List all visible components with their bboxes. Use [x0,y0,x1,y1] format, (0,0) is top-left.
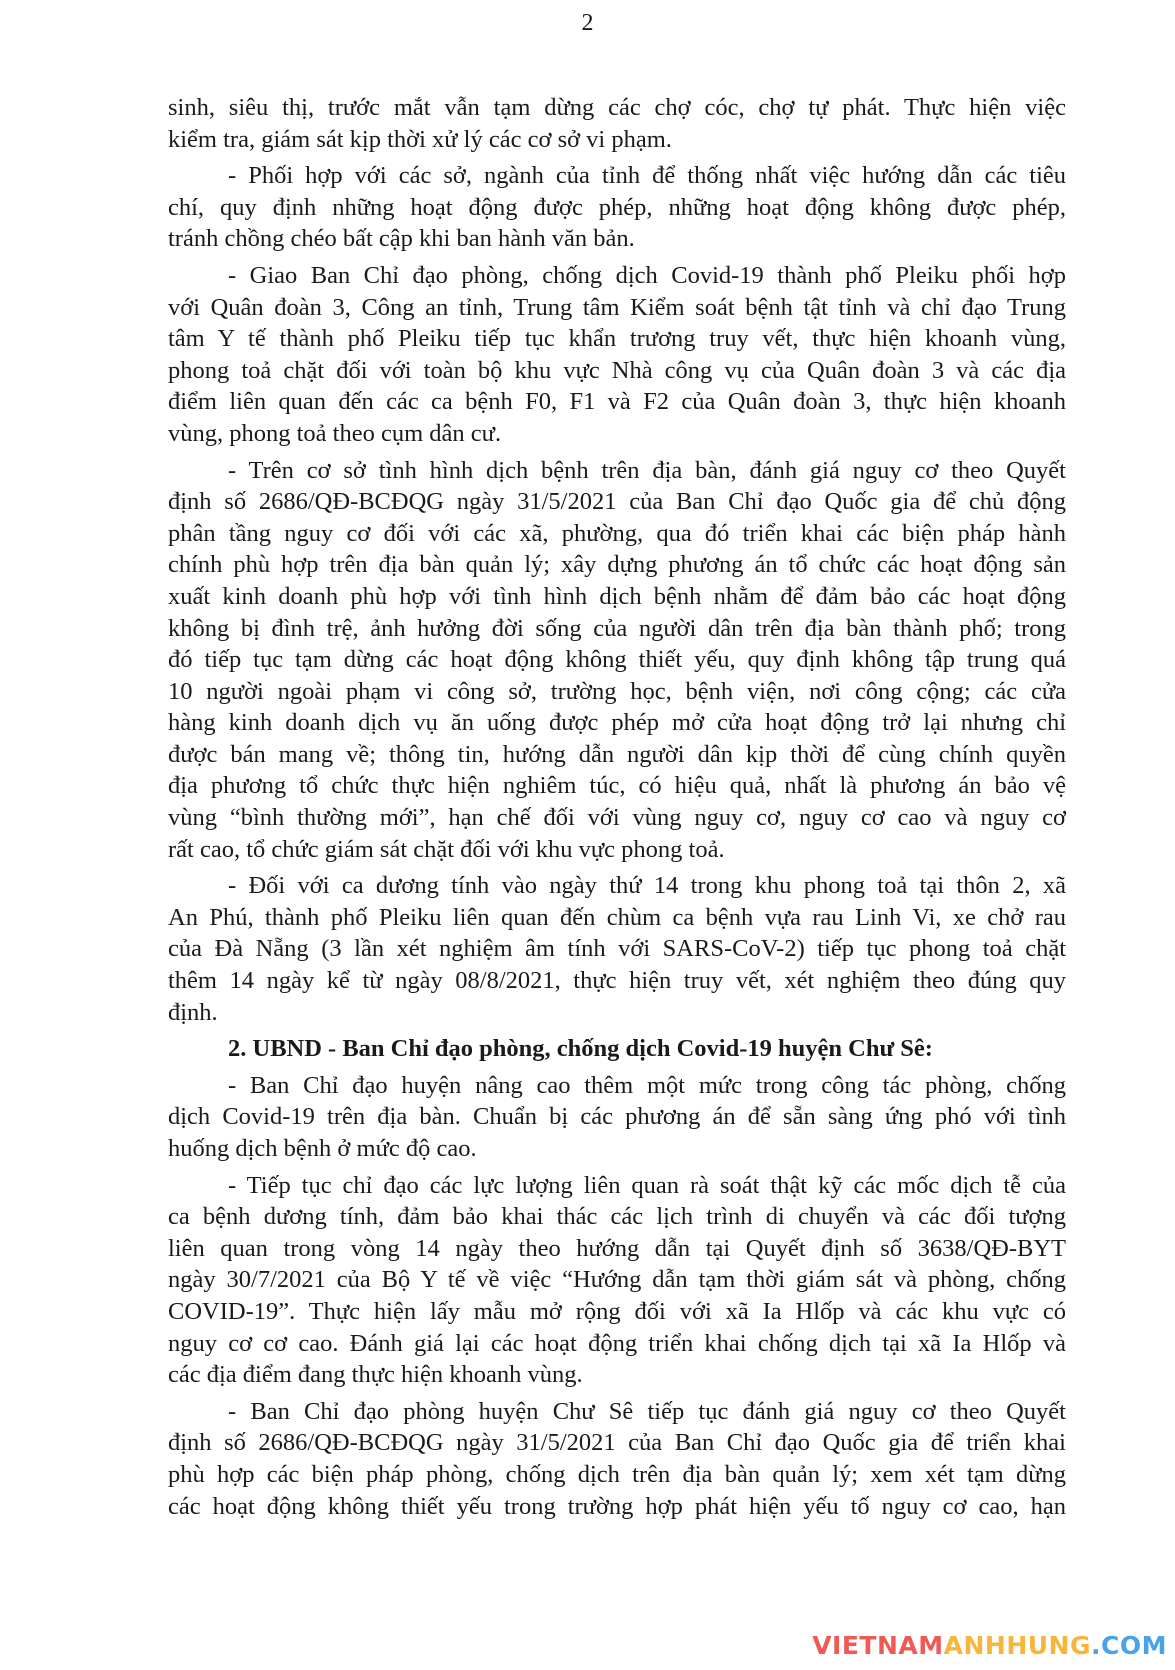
text-line: chính phù hợp trên địa bàn quản lý; xây dựng phương án tổ chức các hoạt động sản [168,551,1066,579]
document-body [168,92,1066,1527]
text-line: định. [168,998,218,1026]
text-line: kiểm tra, giám sát kịp thời xử lý các cơ sở vi phạm. [168,125,672,153]
text-line: vùng “bình thường mới”, hạn chế đối với vùng nguy cơ, nguy cơ cao và nguy cơ [168,804,1066,832]
text-line: - Tiếp tục chỉ đạo các lực lượng liên quan rà soát thật kỹ các mốc dịch tễ của [228,1171,1066,1199]
paragraph [168,1396,1066,1522]
text-line: tránh chồng chéo bất cập khi ban hành văn bản. [168,225,635,253]
text-line: COVID-19”. Thực hiện lấy mẫu mở rộng đối với xã Ia Hlốp và các khu vực có [168,1297,1066,1325]
text-line: định số 2686/QĐ-BCĐQG ngày 31/5/2021 của Ban Chỉ đạo Quốc gia để chủ động [168,488,1066,516]
text-line: thêm 14 ngày kể từ ngày 08/8/2021, thực hiện truy vết, xét nghiệm theo đúng quy [168,967,1066,995]
text-line: - Ban Chỉ đạo huyện nâng cao thêm một mức trong công tác phòng, chống [228,1071,1066,1099]
text-line: huống dịch bệnh ở mức độ cao. [168,1135,477,1162]
section-heading: 2. UBND - Ban Chỉ đạo phòng, chống dịch Covid-19 huyện Chư Sê: [228,1035,933,1063]
text-line: ca bệnh dương tính, đảm bảo khai thác các lịch trình di chuyển và các đối tượng [168,1203,1066,1231]
text-line: liên quan trong vòng 14 ngày theo hướng dẫn tại Quyết định số 3638/QĐ-BYT [168,1234,1066,1262]
text-line: - Đối với ca dương tính vào ngày thứ 14 trong khu phong toả tại thôn 2, xã [228,872,1066,900]
paragraph [168,1070,1066,1165]
text-line: đó tiếp tục tạm dừng các hoạt động không thiết yếu, quy định không tập trung quá [168,646,1066,674]
section-2 [168,1070,1066,1522]
text-line: chí, quy định những hoạt động được phép, những hoạt động không được phép, [168,193,1066,221]
text-line: tâm Y tế thành phố Pleiku tiếp tục khẩn trương truy vết, thực hiện khoanh vùng, [168,325,1066,353]
paragraph [168,260,1066,450]
text-line: của Đà Nẵng (3 lần xét nghiệm âm tính với SARS-CoV-2) tiếp tục phong toả chặt [168,935,1066,963]
paragraph [168,455,1066,866]
text-line: nguy cơ cơ cao. Đánh giá lại các hoạt động triển khai chống dịch tại xã Ia Hlốp và [168,1329,1066,1357]
watermark-part: VIETNAM [812,1631,944,1660]
text-line: xuất kinh doanh phù hợp với tình hình dịch bệnh nhằm để đảm bảo các hoạt động [168,582,1066,610]
text-line: - Phối hợp với các sở, ngành của tỉnh để thống nhất việc hướng dẫn các tiêu [228,162,1066,190]
text-line: An Phú, thành phố Pleiku liên quan đến chùm ca bệnh vựa rau Linh Vi, xe chở rau [168,903,1066,931]
text-line: sinh, siêu thị, trước mắt vẫn tạm dừng các chợ cóc, chợ tự phát. Thực hiện việc [168,94,1066,121]
text-line: định số 2686/QĐ-BCĐQG ngày 31/5/2021 của Ban Chỉ đạo Quốc gia để triển khai [168,1429,1066,1457]
paragraph [168,870,1066,1028]
paragraph [168,92,1066,155]
page-number: 2 [581,10,594,36]
text-line: địa phương tổ chức thực hiện nghiêm túc, có hiệu quả, nhất là phương án bảo vệ [168,772,1066,800]
text-line: dịch Covid-19 trên địa bàn. Chuẩn bị các phương án để sẵn sàng ứng phó với tình [168,1103,1066,1131]
text-line: không bị đình trệ, ảnh hưởng đời sống của người dân trên địa bàn thành phố; trong [168,614,1066,642]
text-line: rất cao, tổ chức giám sát chặt đối với khu vực phong toả. [168,835,725,863]
text-line: ngày 30/7/2021 của Bộ Y tế về việc “Hướng dẫn tạm thời giám sát và phòng, chống [168,1266,1066,1294]
text-line: với Quân đoàn 3, Công an tỉnh, Trung tâm Kiểm soát bệnh tật tỉnh và chỉ đạo Trung [168,293,1066,321]
text-line: phong toả chặt đối với toàn bộ khu vực Nhà công vụ của Quân đoàn 3 và các địa [168,356,1066,384]
text-line: điểm liên quan đến các ca bệnh F0, F1 và F2 của Quân đoàn 3, thực hiện khoanh [168,388,1066,416]
section-1 [168,92,1066,1028]
text-line: phù hợp các biện pháp phòng, chống dịch trên địa bàn quản lý; xem xét tạm dừng [168,1460,1066,1488]
text-line: - Trên cơ sở tình hình dịch bệnh trên địa bàn, đánh giá nguy cơ theo Quyết [228,456,1066,484]
text-line: phân tầng nguy cơ đối với các xã, phường, qua đó triển khai các biện pháp hành [168,519,1066,547]
text-line: hàng kinh doanh dịch vụ ăn uống được phép mở cửa hoạt động trở lại nhưng chỉ [168,709,1066,737]
text-line: - Ban Chỉ đạo phòng huyện Chư Sê tiếp tục đánh giá nguy cơ theo Quyết [228,1397,1066,1425]
text-line: các địa điểm đang thực hiện khoanh vùng. [168,1361,583,1389]
text-line: 10 người ngoài phạm vi công sở, trường học, bệnh viện, nơi công cộng; các cửa [168,677,1066,705]
watermark-part: .COM [1091,1631,1167,1660]
paragraph [168,1170,1066,1391]
text-line: các hoạt động không thiết yếu trong trường hợp phát hiện yếu tố nguy cơ cao, hạn [168,1492,1066,1520]
watermark-part: ANHHUNG [943,1631,1092,1660]
text-line: được bán mang về; thông tin, hướng dẫn người dân kịp thời để cùng chính quyền [168,740,1066,768]
paragraph [168,160,1066,255]
watermark-logo [812,1631,1167,1660]
text-line: vùng, phong toả theo cụm dân cư. [168,419,502,447]
text-line: - Giao Ban Chỉ đạo phòng, chống dịch Covid-19 thành phố Pleiku phối hợp [228,261,1066,289]
